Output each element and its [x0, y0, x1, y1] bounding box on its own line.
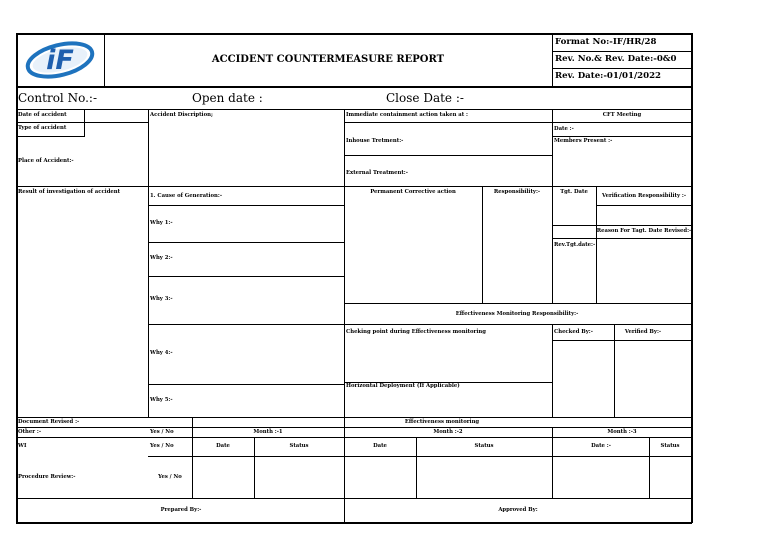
report-title: ACCIDENT COUNTERMEASURE REPORT [211, 54, 445, 65]
month1-label: Month :-1 [253, 429, 283, 435]
other-label: Other :- [18, 429, 42, 435]
why1-label: Why 1:- [150, 220, 173, 226]
effectiveness-monitoring-heading: Effectiveness monitoring [404, 419, 480, 425]
type-of-accident-label: Type of accident [18, 125, 67, 131]
responsibility-label: Responsibility:- [493, 189, 541, 195]
close-date-label: Close Date :- [386, 91, 464, 105]
external-treatment-label: External Treatment:- [346, 170, 408, 176]
document-revised-label: Document Revised :- [18, 419, 80, 425]
month1-date-label: Date [216, 443, 230, 449]
permanent-corrective-label: Permanent Corrective action [370, 189, 456, 195]
other-yes-no: Yes / No [150, 429, 174, 435]
control-no-label: Control No.:- [18, 91, 97, 105]
open-date-label: Open date : [192, 91, 263, 105]
rev-date: Rev. Date:-01/01/2022 [555, 71, 662, 81]
verification-responsibility-label: Verification Responsibility :- [601, 193, 687, 199]
month2-status-label: Status [474, 443, 494, 449]
format-no: Format No:-IF/HR/28 [555, 37, 657, 47]
cft-date-label: Date :- [554, 126, 574, 132]
approved-by-label: Approved By: [498, 507, 538, 513]
members-present-label: Members Present :- [554, 138, 613, 144]
company-logo [24, 38, 96, 82]
rev-no: Rev. No.& Rev. Date:-0&0 [555, 54, 677, 64]
reason-tgt-revised-label: Reason For Tagt. Date Revised:- [596, 228, 692, 234]
checked-by-label: Checked By:- [554, 329, 593, 335]
month3-date-label: Date :- [591, 443, 611, 449]
why3-label: Why 3:- [150, 296, 173, 302]
month3-label: Month :-3 [607, 429, 637, 435]
tgt-date-label: Tgt. Date [560, 189, 588, 195]
horizontal-deployment-label: Horizontal Deployment (If Applicable) [346, 383, 460, 389]
cause-of-generation-label: 1. Cause of Generation:- [150, 193, 223, 199]
date-of-accident-label: Date of accident [18, 112, 67, 118]
cft-meeting-heading: CFT Meeting [602, 112, 642, 118]
inhouse-treatment-label: Inhouse Tretment:- [346, 138, 404, 144]
rev-tgt-date-label: Rev.Tgt.date:- [554, 242, 596, 248]
prepared-by-label: Prepared By:- [160, 507, 202, 513]
place-of-accident-label: Place of Accident:- [18, 158, 74, 164]
wi-yes-no: Yes / No [150, 443, 174, 449]
month2-date-label: Date [373, 443, 387, 449]
procedure-review-label: Procedure Review:- [18, 474, 76, 480]
month2-label: Month :-2 [433, 429, 463, 435]
why4-label: Why 4:- [150, 350, 173, 356]
why5-label: Why 5:- [150, 397, 173, 403]
containment-heading: Immediate containment action taken at : [346, 112, 468, 118]
effectiveness-responsibility-label: Effectiveness Monitoring Responsibility:- [455, 311, 579, 317]
logo-lettering: iF [46, 45, 74, 76]
accident-description-label: Accident Discription; [150, 112, 213, 118]
why2-label: Why 2:- [150, 255, 173, 261]
month3-status-label: Status [660, 443, 680, 449]
wi-label: WI [18, 443, 27, 449]
result-of-investigation-label: Result of investigation of accident [18, 189, 121, 195]
month1-status-label: Status [289, 443, 309, 449]
procedure-yes-no: Yes / No [158, 474, 182, 480]
verified-by-label: Verified By:- [624, 329, 662, 335]
checking-point-label: Cheking point during Effectiveness monitoring [346, 329, 486, 335]
